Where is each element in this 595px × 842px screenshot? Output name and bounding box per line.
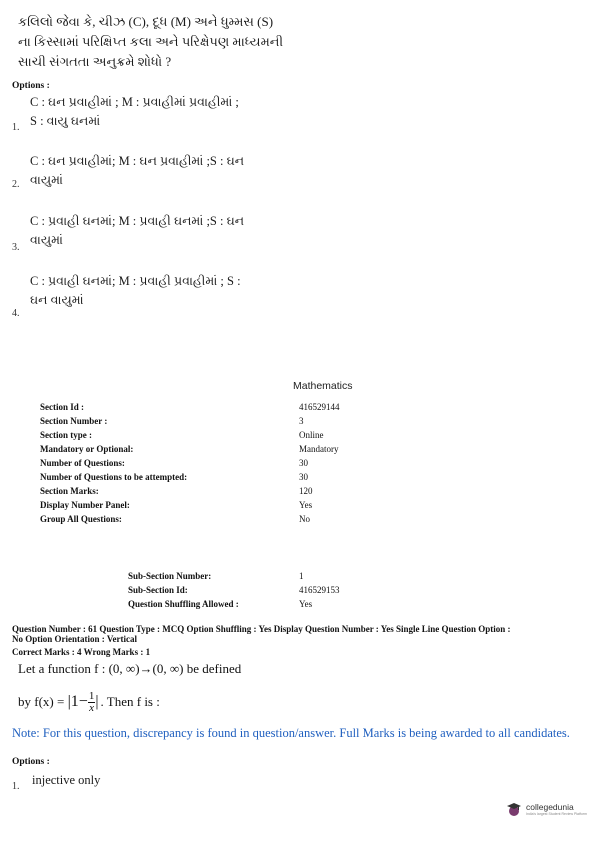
section-label: Display Number Panel: — [40, 500, 130, 510]
option-1[interactable] — [12, 771, 212, 793]
section-value: No — [299, 514, 310, 524]
option-4[interactable] — [12, 272, 332, 320]
question-text — [18, 12, 378, 72]
discrepancy-note: Note: For this question, discrepancy is found in question/answer. Full Marks is being awarded to all candidates. — [12, 726, 570, 740]
logo-text: collegedunia — [526, 802, 574, 812]
options-label: Options : — [12, 757, 50, 767]
subsection-label: Sub-Section Number: — [128, 571, 212, 581]
section-label: Mandatory or Optional: — [40, 444, 134, 454]
section-label: Section type : — [40, 430, 92, 440]
question-meta-line: No Option Orientation : Vertical — [12, 634, 137, 644]
option-number: 2. — [12, 179, 20, 190]
collegedunia-logo — [505, 800, 587, 818]
graduate-icon — [505, 800, 523, 818]
option-line: વાયુમાં — [30, 173, 63, 187]
section-value: 416529144 — [299, 402, 340, 412]
section-label: Section Number : — [40, 416, 108, 426]
question-meta — [12, 624, 587, 644]
option-number: 1. — [12, 781, 20, 792]
section-label: Section Marks: — [40, 486, 99, 496]
option-3[interactable] — [12, 212, 332, 254]
option-number: 4. — [12, 308, 20, 319]
option-line: C : પ્રવાહી ઘનમાં; M : પ્રવાહી પ્રવાહીમાં ; S : — [30, 274, 241, 288]
option-line: S : વાયુ ઘનમાં — [30, 114, 101, 128]
option-2[interactable] — [12, 152, 332, 194]
subsection-value: Yes — [299, 599, 313, 609]
section-label: Group All Questions: — [40, 514, 122, 524]
options-label: Options : — [12, 81, 50, 91]
option-1[interactable] — [12, 93, 332, 135]
section-value: 3 — [299, 416, 304, 426]
option-number: 3. — [12, 242, 20, 253]
expr-suffix: . Then f is : — [100, 694, 160, 709]
section-value: Mandatory — [299, 444, 339, 454]
abs-left: |1− — [67, 693, 88, 710]
option-text: injective only — [32, 773, 101, 787]
logo-subtext: India's largest Student Review Platform — [526, 812, 587, 816]
option-line: C : ઘન પ્રવાહીમાં; M : ઘન પ્રવાહીમાં ;S : ઘન — [30, 154, 245, 168]
option-line: ઘન વાયુમાં — [30, 293, 84, 307]
section-value: 30 — [299, 458, 308, 468]
question-line: સાચી સંગતતા અનુક્રમે શોધો ? — [18, 54, 172, 69]
fraction — [88, 689, 99, 714]
question-61-line2 — [18, 685, 160, 719]
option-number: 1. — [12, 122, 20, 133]
subsection-value: 416529153 — [299, 585, 340, 595]
option-line: C : પ્રવાહી ઘનમાં; M : પ્રવાહી ઘનમાં ;S : ઘન — [30, 214, 245, 228]
abs-right: | — [95, 693, 99, 710]
expr-prefix: by f(x) = — [18, 694, 68, 709]
section-value: 30 — [299, 472, 308, 482]
subsection-label: Sub-Section Id: — [128, 585, 188, 595]
question-line: કલિલો જેવા કે, ચીઝ (C), દૂધ (M) અને ધુમ્મસ (S) — [18, 14, 274, 29]
marks-info: Correct Marks : 4 Wrong Marks : 1 — [12, 647, 151, 657]
section-value: Yes — [299, 500, 313, 510]
section-label: Section Id : — [40, 402, 85, 412]
option-line: વાયુમાં — [30, 233, 63, 247]
question-line: ના કિસ્સામાં પરિક્ષિપ્ત કલા અને પરિક્ષેપણ માધ્યમની — [18, 34, 284, 49]
question-61-line1: Let a function f : (0, ∞)→(0, ∞) be defined — [18, 661, 242, 676]
question-meta-line: Question Number : 61 Question Type : MCQ Option Shuffling : Yes Display Question Number : Yes Single Line Question Option : — [12, 624, 511, 634]
section-value: Online — [299, 430, 324, 440]
section-value: 120 — [299, 486, 313, 496]
section-row — [40, 397, 84, 411]
fraction-numerator: 1 — [88, 689, 95, 702]
option-line: C : ઘન પ્રવાહીમાં ; M : પ્રવાહીમાં પ્રવાહીમાં ; — [30, 95, 239, 109]
section-title: Mathematics — [293, 380, 353, 392]
section-label: Number of Questions: — [40, 458, 125, 468]
fraction-denominator: x — [89, 701, 94, 714]
subsection-label: Question Shuffling Allowed : — [128, 599, 239, 609]
subsection-value: 1 — [299, 571, 304, 581]
section-label: Number of Questions to be attempted: — [40, 472, 188, 482]
